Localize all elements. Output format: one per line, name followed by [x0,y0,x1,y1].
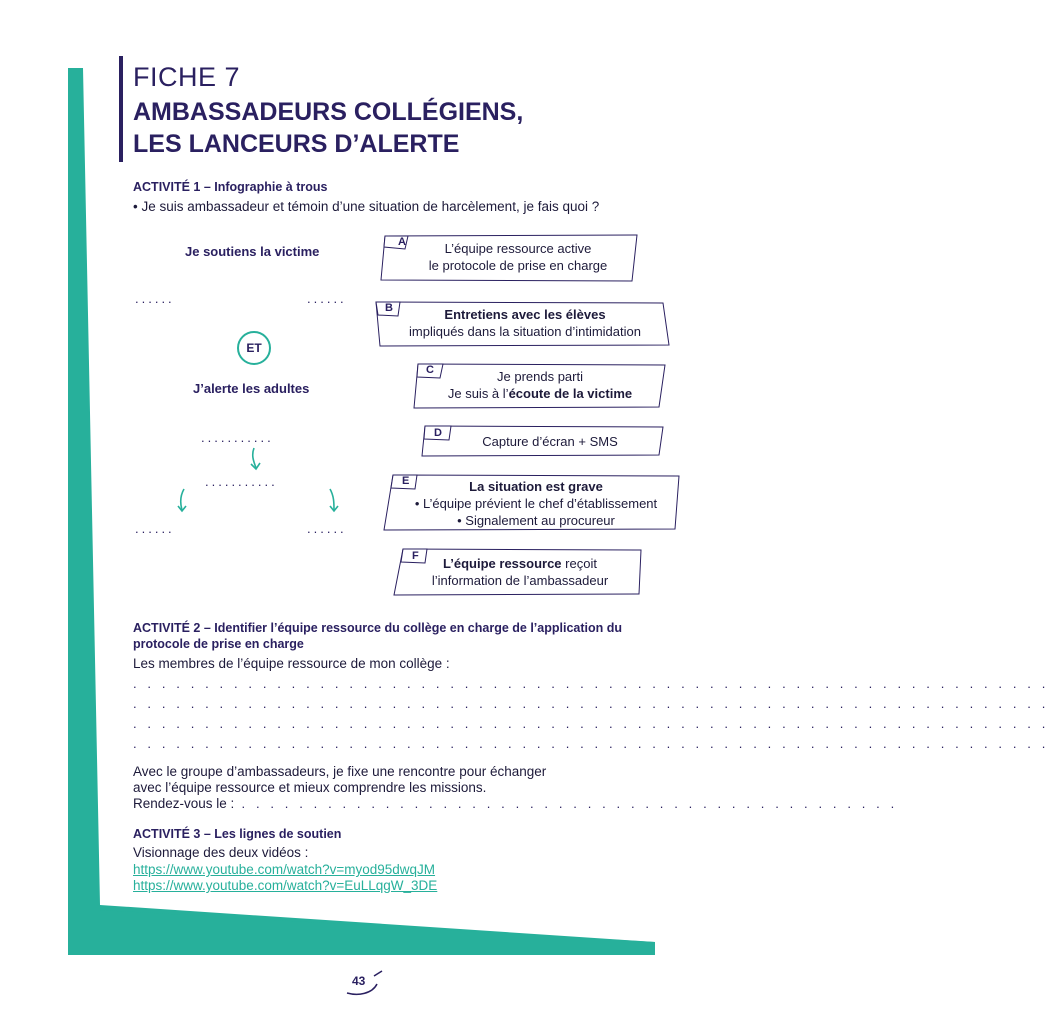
card-e-line2: • L’équipe prévient le chef d’établissement [414,496,658,511]
arrow-down-left-icon [172,487,192,515]
card-b [380,306,670,340]
card-c-line2 [425,385,655,402]
card-d [440,433,660,450]
card-f [405,555,635,589]
page-number-swoosh-icon [344,968,388,998]
blank-support-right: ...... [307,291,347,306]
activity3-heading: ACTIVITÉ 3 – Les lignes de soutien [133,827,342,841]
card-f-line1-b: reçoit [561,556,597,571]
card-c-letter: C [426,364,434,376]
card-c-line1: Je prends parti [497,369,583,384]
blank-alert-left: ...... [135,521,175,536]
rendezvous-blank[interactable]: . . . . . . . . . . . . . . . . . . . . . . . . . . . . . . . . . . . . . . . . . . . . . . [234,796,898,811]
teal-bottom-band [100,910,655,955]
meeting-text [133,764,898,812]
card-c-line2-b: écoute de la victime [508,386,633,401]
card-e [390,478,682,529]
card-f-line2: l’information de l’ambassadeur [431,573,609,588]
video-link-1[interactable]: https://www.youtube.com/watch?v=myod95dwqJM [133,862,436,877]
meeting-line-2: avec l’équipe ressource et mieux comprendre les missions. [133,780,487,795]
et-badge: ET [237,331,271,365]
card-a [398,240,638,274]
rendezvous-row [133,796,898,812]
activity1-heading: ACTIVITÉ 1 – Infographie à trous [133,180,328,194]
activity3-intro: Visionnage des deux vidéos : [133,845,309,860]
alert-adults-label: J’alerte les adultes [193,381,310,396]
arrow-down-right-icon [324,487,344,515]
card-c [425,368,655,402]
blank-alert-right: ...... [307,521,347,536]
card-a-line1: L’équipe ressource active [444,241,592,256]
card-d-line1: Capture d’écran + SMS [482,434,618,449]
card-e-letter: E [402,475,410,487]
answer-line-3[interactable]: . . . . . . . . . . . . . . . . . . . . . . . . . . . . . . . . . . . . . . . . . . . . . . . . . . . . . . . . . . . . . . . . [133,716,1049,731]
activity2-heading: ACTIVITÉ 2 – Identifier l’équipe ressource du collège en charge de l’application du protocole de prise en charge [133,621,623,651]
card-b-line1: Entretiens avec les élèves [444,307,606,322]
card-d-letter: D [434,427,442,439]
meeting-line-1: Avec le groupe d’ambassadeurs, je fixe une rencontre pour échanger [133,764,547,779]
video-link-2[interactable]: https://www.youtube.com/watch?v=EuLLqgW_3DE [133,878,438,893]
arrow-down-icon [246,446,264,472]
answer-line-2[interactable]: . . . . . . . . . . . . . . . . . . . . . . . . . . . . . . . . . . . . . . . . . . . . . . . . . . . . . . . . . . . . . . . . [133,696,1049,711]
card-b-line2: impliqués dans la situation d’intimidation [409,324,641,339]
activity1-instruction: • Je suis ambassadeur et témoin d’une situation de harcèlement, je fais quoi ? [133,199,600,214]
card-f-line1 [405,555,635,572]
support-victim-label: Je soutiens la victime [185,244,320,259]
answer-line-1[interactable]: . . . . . . . . . . . . . . . . . . . . . . . . . . . . . . . . . . . . . . . . . . . . . . . . . . . . . . . . . . . . . . . . [133,676,1049,691]
page-title [133,96,523,160]
card-e-line1: La situation est grave [469,479,603,494]
rendezvous-label: Rendez-vous le : [133,796,235,811]
answer-line-4[interactable]: . . . . . . . . . . . . . . . . . . . . . . . . . . . . . . . . . . . . . . . . . . . . . . . . . . . . . . . . . . . . . . . . [133,736,1049,751]
blank-alert-1: ........... [201,430,274,445]
blank-alert-2: ........... [205,474,278,489]
card-e-line3: • Signalement au procureur [457,513,615,528]
card-b-letter: B [385,302,393,314]
activity2-prompt: Les membres de l’équipe ressource de mon collège : [133,656,450,671]
card-f-letter: F [412,550,419,562]
fiche-number: FICHE 7 [133,62,241,92]
page-title-line-1: AMBASSADEURS COLLÉGIENS, [133,98,524,126]
card-c-line2-a: Je suis à l’ [447,386,509,401]
card-f-line1-a: L’équipe ressource [443,556,562,571]
card-a-letter: A [398,236,406,248]
blank-support-left: ...... [135,291,175,306]
title-accent-bar [119,56,123,162]
page-title-line-2: LES LANCEURS D’ALERTE [133,130,460,158]
card-a-line2: le protocole de prise en charge [428,258,608,273]
page-number: 43 [352,974,366,988]
